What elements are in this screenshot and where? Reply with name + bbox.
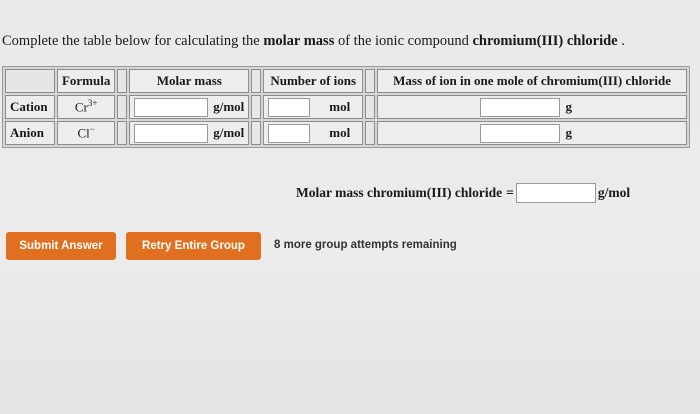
formula-cation bbox=[57, 95, 115, 119]
molar-mass-unit-cation: g/mol bbox=[213, 99, 245, 114]
header-mass-of-ion: Mass of ion in one mole of chromium(III) chloride bbox=[377, 69, 687, 93]
num-ions-input-anion[interactable] bbox=[268, 124, 310, 143]
prompt-text-post: . bbox=[617, 33, 625, 49]
prompt-bold-compound: chromium(III) chloride bbox=[472, 33, 618, 49]
table-row-anion bbox=[5, 121, 687, 145]
molar-mass-cell-anion bbox=[129, 121, 249, 145]
mass-ion-unit-anion: g bbox=[565, 125, 572, 140]
mass-ion-cell-cation bbox=[377, 95, 687, 119]
result-equals: = bbox=[506, 185, 514, 200]
num-ions-input-cation[interactable] bbox=[268, 98, 310, 117]
prompt-bold-molar-mass: molar mass bbox=[263, 33, 335, 49]
column-gap bbox=[251, 95, 261, 119]
row-label-cation: Cation bbox=[5, 95, 55, 119]
result-label: Molar mass chromium(III) chloride bbox=[296, 185, 503, 200]
question-prompt bbox=[2, 33, 625, 50]
formula-cation-charge: 3+ bbox=[87, 98, 98, 109]
molar-mass-input-cation[interactable] bbox=[134, 98, 208, 117]
formula-anion-base: Cl bbox=[77, 125, 90, 141]
column-gap bbox=[365, 95, 375, 119]
column-gap bbox=[117, 95, 127, 119]
row-label-anion: Anion bbox=[5, 121, 55, 145]
formula-cation-base: Cr bbox=[74, 99, 88, 115]
molar-mass-input-anion[interactable] bbox=[134, 124, 208, 143]
prompt-text-mid: of the ionic compound bbox=[334, 33, 473, 49]
formula-anion-charge: − bbox=[89, 124, 95, 135]
num-ions-unit-anion: mol bbox=[329, 125, 351, 140]
mass-ion-unit-cation: g bbox=[565, 99, 572, 114]
column-gap bbox=[251, 121, 261, 145]
num-ions-cell-cation bbox=[263, 95, 363, 119]
result-molar-mass-input[interactable] bbox=[516, 183, 596, 203]
header-formula: Formula bbox=[57, 69, 115, 93]
table-row-cation bbox=[5, 95, 687, 119]
column-gap bbox=[117, 121, 127, 145]
prompt-text-pre: Complete the table below for calculating the bbox=[2, 33, 264, 49]
retry-entire-group-button[interactable]: Retry Entire Group bbox=[126, 232, 261, 260]
column-gap bbox=[365, 121, 375, 145]
mass-ion-cell-anion bbox=[377, 121, 687, 145]
mass-ion-input-cation[interactable] bbox=[480, 98, 560, 117]
mass-ion-input-anion[interactable] bbox=[480, 124, 560, 143]
formula-anion bbox=[57, 121, 115, 145]
molar-mass-table bbox=[2, 66, 690, 148]
header-molar-mass: Molar mass bbox=[129, 69, 249, 93]
header-empty-cell bbox=[5, 69, 55, 93]
molar-mass-cell-cation bbox=[129, 95, 249, 119]
num-ions-unit-cation: mol bbox=[329, 99, 351, 114]
num-ions-cell-anion bbox=[263, 121, 363, 145]
attempts-remaining-text: 8 more group attempts remaining bbox=[274, 239, 457, 251]
column-gap bbox=[117, 69, 127, 93]
result-line bbox=[296, 183, 630, 203]
header-number-of-ions: Number of ions bbox=[263, 69, 363, 93]
column-gap bbox=[251, 69, 261, 93]
column-gap bbox=[365, 69, 375, 93]
table-header-row bbox=[5, 69, 687, 93]
result-unit: g/mol bbox=[597, 185, 631, 200]
molar-mass-unit-anion: g/mol bbox=[213, 125, 245, 140]
submit-answer-button[interactable]: Submit Answer bbox=[6, 232, 116, 260]
